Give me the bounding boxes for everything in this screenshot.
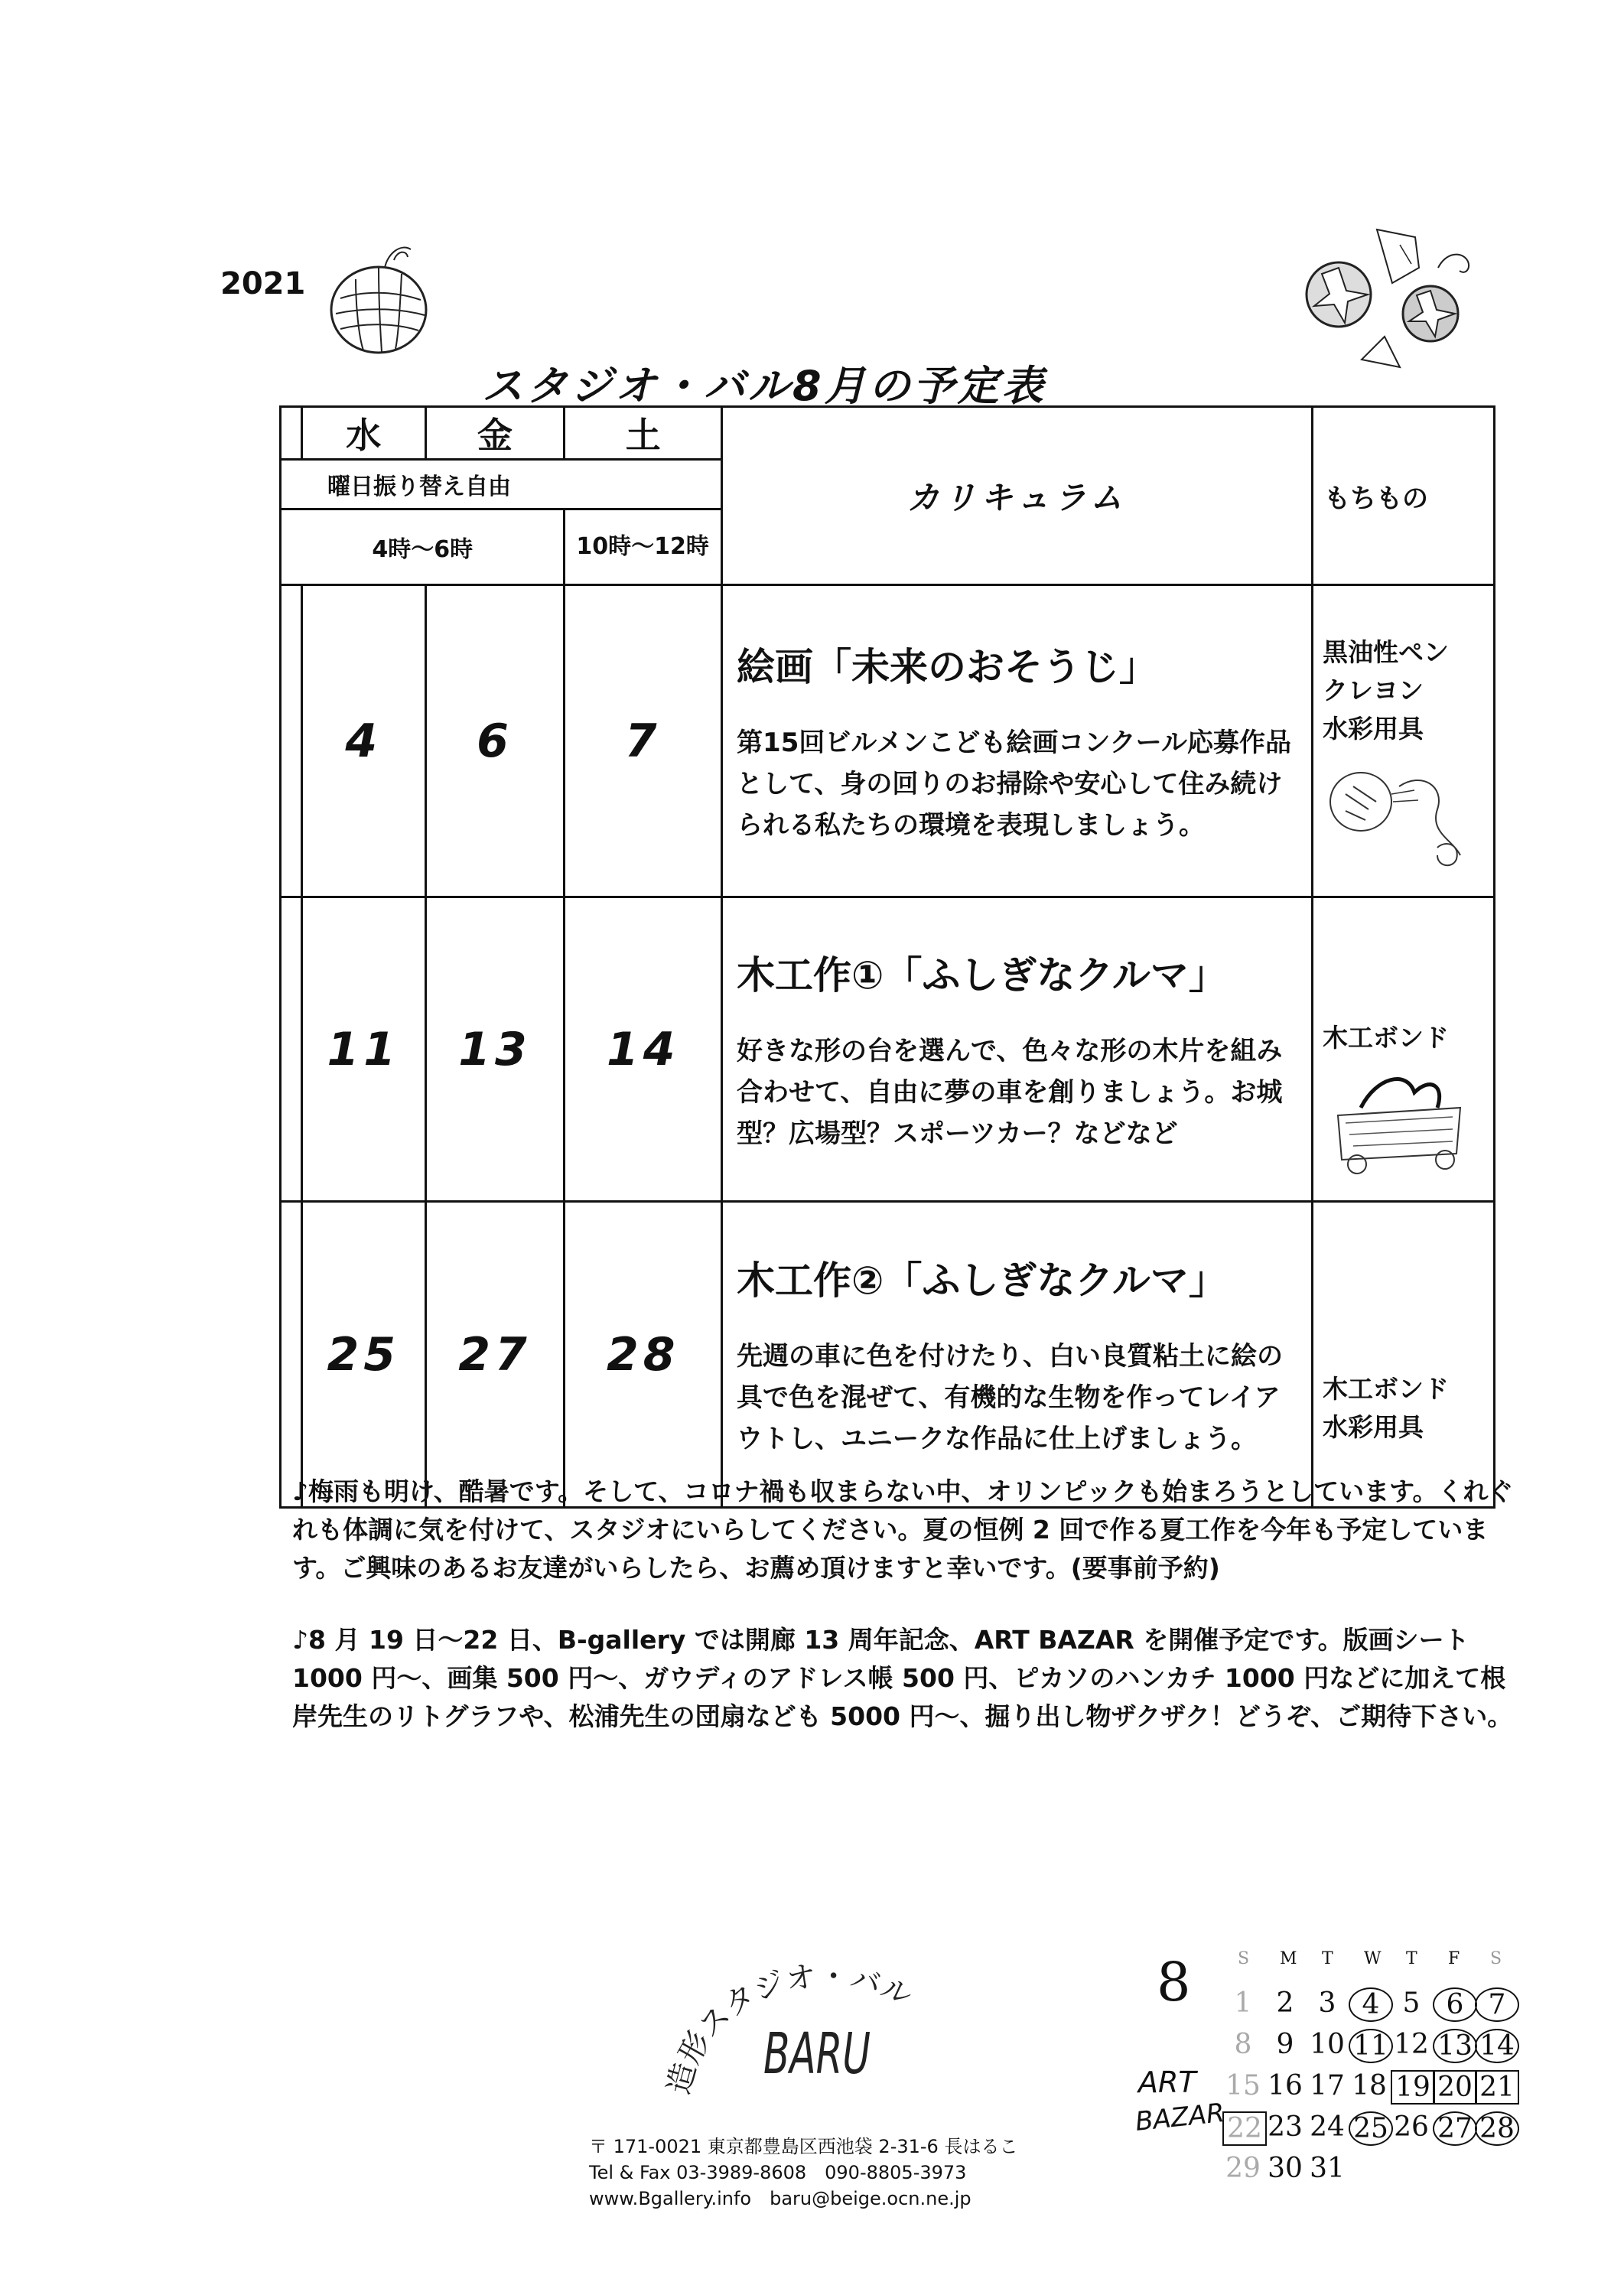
calendar-day: 8	[1234, 2029, 1252, 2060]
curriculum-description: 先週の車に色を付けたり、白い良質粘土に絵の具で色を混ぜて、有機的な生物を作ってレイアウトし、ユニークな作品に仕上げましょう。	[737, 1340, 1284, 1454]
date-wed: 25	[301, 1202, 425, 1508]
table-row	[281, 1202, 1495, 1508]
mochimono-cell	[1313, 585, 1495, 897]
calendar-day: 30	[1268, 2153, 1303, 2184]
calendar-day: 3	[1318, 1987, 1336, 2019]
curriculum-description: 第15回ビルメンこども絵画コンクール応募作品として、身の回りのお掃除や安心して住み続けられる私たちの環境を表現しましょう。	[737, 727, 1291, 841]
header-day-wed: 水	[301, 407, 425, 460]
calendar-day: 12	[1394, 2029, 1429, 2060]
date-sat: 14	[565, 897, 722, 1202]
wooden-car-sketch-icon	[1323, 1062, 1476, 1177]
calendar-day: 4	[1349, 1987, 1393, 2022]
calendar-day: 17	[1310, 2070, 1345, 2101]
date-fri: 27	[425, 1202, 565, 1508]
item: クレヨン	[1323, 675, 1424, 705]
logo-text: 造形スタジオ・バル	[661, 1958, 917, 2098]
curriculum-cell	[722, 1202, 1313, 1508]
calendar-day: 7	[1475, 1987, 1519, 2022]
item: 木工ボンド	[1323, 1022, 1449, 1053]
logo-mark: BARU	[763, 2021, 871, 2087]
header-mochimono: もちもの	[1313, 407, 1495, 585]
table-margin-cell	[281, 585, 302, 897]
calendar-month: 8	[1157, 1951, 1191, 2013]
table-row	[281, 897, 1495, 1202]
item: 黒油性ペン	[1323, 636, 1449, 667]
studio-baru-logo	[658, 1935, 979, 2127]
curriculum-description: 好きな形の台を選んで、色々な形の木片を組み合わせて、自由に夢の車を創りましょう。お城型？広場型？スポーツカー？などなど	[737, 1035, 1283, 1149]
curriculum-title: 絵画「未来のおそうじ」	[737, 644, 1158, 689]
header-day-sat: 土	[565, 407, 722, 460]
header-time-saturday: 10時〜12時	[565, 509, 722, 585]
header-time-weekday: 4時〜6時	[281, 509, 565, 585]
table-margin-cell	[281, 897, 302, 1202]
calendar-day: 28	[1475, 2111, 1519, 2146]
contact-phone: Tel & Fax 03-3989-8608 090-8805-3973	[589, 2162, 967, 2183]
date-sat: 7	[565, 585, 722, 897]
mochimono-cell	[1313, 897, 1495, 1202]
year-label: 2021	[220, 266, 306, 301]
table-margin-cell	[281, 1202, 302, 1508]
date-sat: 28	[565, 1202, 722, 1508]
calendar-dow: F	[1448, 1949, 1460, 1968]
handwritten-art: ART	[1138, 2066, 1196, 2099]
morning-glory-sketch-icon	[1285, 222, 1484, 375]
date-fri: 13	[425, 897, 565, 1202]
calendar-day: 18	[1352, 2070, 1387, 2101]
calendar-day: 23	[1268, 2111, 1303, 2143]
calendar-day: 27	[1433, 2111, 1477, 2146]
header-day-fri: 金	[425, 407, 565, 460]
calendar-day: 6	[1433, 1987, 1477, 2022]
calendar-day: 14	[1475, 2029, 1519, 2063]
schedule-table	[279, 405, 1495, 1509]
page-title: スタジオ・バル8月の予定表	[482, 362, 1046, 410]
calendar-day: 9	[1276, 2029, 1294, 2060]
watermelon-sketch-icon	[317, 237, 440, 360]
calendar-dow: T	[1406, 1949, 1417, 1968]
calendar-day: 13	[1433, 2029, 1477, 2063]
note-paragraph: ♪梅雨も明け、酷暑です。そして、コロナ禍も収まらない中、オリンピックも始まろうとしています。くれぐれも体調に気を付けて、スタジオにいらしてください。夏の恒例 2 回で作る夏工作を今年も予定しています。ご興味のあるお友達がいらしたら、お薦め頂けますと幸いです。(要事前予約)	[292, 1476, 1514, 1583]
calendar-dow: S	[1238, 1949, 1250, 1968]
calendar-day: 22	[1222, 2111, 1267, 2146]
calendar-dow: T	[1322, 1949, 1333, 1968]
table-row	[281, 585, 1495, 897]
calendar-dow: M	[1280, 1949, 1297, 1968]
note-paragraph: ♪8 月 19 日〜22 日、B-gallery では開廊 13 周年記念、ART BAZAR を開催予定です。版画シート 1000 円〜、画集 500 円〜、ガウディのアドレス帳 500 円、ピカソのハンカチ 1000 円などに加えて根岸先生のリトグラフや、松浦先生の団扇なども 5000 円〜、掘り出し物ザクザク！どうぞ、ご期待下さい。	[292, 1625, 1513, 1731]
item: 水彩用具	[1323, 1411, 1424, 1442]
calendar-day: 16	[1268, 2070, 1303, 2101]
date-wed: 4	[301, 585, 425, 897]
calendar-dow: W	[1364, 1949, 1382, 1968]
calendar-dow: S	[1490, 1949, 1502, 1968]
calendar-day: 19	[1391, 2070, 1435, 2105]
date-fri: 6	[425, 585, 565, 897]
calendar-day: 15	[1225, 2070, 1261, 2101]
handwritten-bazar: BAZAR	[1134, 2098, 1226, 2137]
address-line: 〒 171-0021 東京都豊島区西池袋 2-31-6 長はるこ	[589, 2136, 1018, 2157]
header-day-swap-note: 曜日振り替え自由	[281, 460, 722, 509]
cleaning-sketch-icon	[1323, 756, 1476, 871]
date-wed: 11	[301, 897, 425, 1202]
header-curriculum: カリキュラム	[722, 407, 1313, 585]
calendar-day: 10	[1310, 2029, 1345, 2060]
contact-web-email[interactable]: www.Bgallery.info baru@beige.ocn.ne.jp	[589, 2188, 971, 2209]
table-margin-cell	[281, 407, 302, 460]
calendar-day: 1	[1234, 1987, 1252, 2019]
calendar-day: 11	[1349, 2029, 1393, 2063]
item: 木工ボンド	[1323, 1373, 1449, 1404]
calendar-day: 2	[1276, 1987, 1294, 2019]
calendar-day: 25	[1349, 2111, 1393, 2146]
calendar-day: 21	[1475, 2070, 1519, 2105]
calendar-day: 26	[1394, 2111, 1429, 2143]
item: 水彩用具	[1323, 713, 1424, 744]
curriculum-title: 木工作①「ふしぎなクルマ」	[737, 952, 1227, 998]
curriculum-title: 木工作②「ふしぎなクルマ」	[737, 1258, 1227, 1303]
calendar-day: 31	[1310, 2153, 1345, 2184]
calendar-day: 5	[1402, 1987, 1421, 2019]
calendar-day: 20	[1433, 2070, 1477, 2105]
curriculum-cell	[722, 585, 1313, 897]
calendar-day: 29	[1225, 2153, 1261, 2184]
notes	[292, 1473, 1516, 1769]
curriculum-cell	[722, 897, 1313, 1202]
mochimono-cell	[1313, 1202, 1495, 1508]
calendar-day: 24	[1310, 2111, 1345, 2143]
